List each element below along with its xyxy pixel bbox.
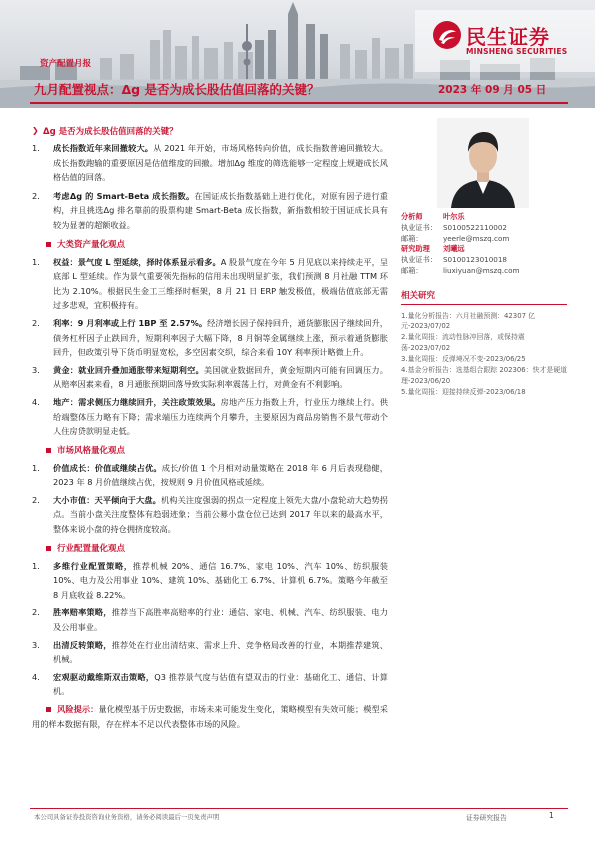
section-style-heading: 市场风格量化观点: [32, 444, 388, 457]
square-bullet-icon: [46, 242, 51, 247]
analyst-role: 分析师: [401, 212, 423, 221]
style-item: 1. 价值成长：价值或继续占优。成长/价值 1 个月相对动量策略在 2018 年 6 月后表现稳健，2023 年 8 月价值继续占优，按规则 9 月价值风格或延续。: [32, 462, 388, 488]
analyst-info: 分析师 叶尔乐 执业证书： S0100522110002 邮箱： yeerle@mszq.com 研究助理 刘曦远 执业证书： S0100123010018 邮箱： liuxiyuan@mszq.com: [401, 212, 520, 275]
industry-item: 1. 多维行业配置策略，推荐机械 20%、通信 16.7%、家电 10%、汽车 10%、纺织服装 10%、电力及公用事业 10%、建筑 10%、基础化工 6.7%、计算机 6.7%。策略今年截至 8 月底收益 8.22%。: [32, 560, 388, 600]
report-title: 九月配置视点：Δg 是否为成长股估值回落的关键？: [34, 82, 320, 97]
related-research-link[interactable]: 2.量化周报：流动性脉冲回落，或保持震荡-2023/07/02: [401, 333, 525, 353]
sidebar: [401, 118, 567, 398]
macro-item: 4. 地产：需求侧压力继续回升，关注政策效果。房地产压力指数上升，行业压力继续上行。供给端整体压力略有下降；需求端压力连续两个月攀升，主要原因为商品房销售不景气带动个人住房贷款明显走低。: [32, 396, 388, 437]
summary-item: 1. 成长指数近年来回撤较大。从 2021 年开始，市场风格转向价值，成长指数普遍回撤较大。成长指数跑输的重要原因是估值维度的回撤。增加Δg 维度的筛选能够一定程度上规避成长风格估值的回落。: [32, 143, 388, 183]
analyst-photo: [437, 118, 529, 208]
section-industry-heading: 行业配置量化观点: [32, 542, 388, 555]
analyst-cert: S0100522110002: [443, 222, 508, 232]
related-research-list: [401, 311, 567, 398]
related-research-link[interactable]: 4.基金分析报告：选基组合跟踪 202306：快才是硬道理-2023/06/20: [401, 366, 567, 385]
macro-item: 1. 权益：景气度 L 型延续，择时体系显示看多。A 股景气度在今年 5 月见底以来持续走平，呈底部 L 型延续。作为景气重要领先指标的信用未出现明显扩张，我们预测 8 月社融 TTM 环比为 2.10%。根据民生金工三维择时框架，8 月 21 日 ERP 触发极值，极端估值底部无需过多悲观，宜积极持有。: [32, 256, 389, 311]
square-bullet-icon: [46, 448, 51, 453]
logo-mark-icon: [432, 20, 462, 50]
main-content: [32, 124, 388, 731]
assistant-name: 刘曦远: [443, 244, 465, 254]
company-logo: [432, 20, 582, 64]
footer-divider: [30, 808, 568, 809]
analyst-email[interactable]: yeerle@mszq.com: [443, 233, 510, 243]
macro-item: 3. 黄金：就业回升叠加通胀带来短期利空。美国就业数据回升，黄金短期内可能有回调压力。从赔率因素来看，8 月通胀预期回落导致实际利率震荡上行，对黄金有不利影响。: [32, 364, 388, 390]
related-research-heading: 相关研究: [401, 289, 567, 305]
header-banner: [0, 0, 595, 108]
style-item: 2. 大小市值：天平倾向于大盘。机构关注度强弱的拐点一定程度上领先大盘/小盘轮动大趋势拐点。当前小盘关注度整体有趋弱迹象；当前公募小盘仓位已达到 2017 年以来的最高水平，整体来说小盘的持仓拥挤度较高。: [32, 494, 388, 535]
square-bullet-icon: [46, 546, 51, 551]
footer-doc-type: 证券研究报告: [466, 814, 507, 822]
related-research-link[interactable]: 3.量化周报：反弹境况不变-2023/06/25: [401, 355, 526, 364]
section-summary-heading: ❯ Δg 是否为成长股估值回落的关键？: [32, 126, 178, 137]
assistant-role: 研究助理: [401, 244, 430, 254]
section-macro-heading: 大类资产量化观点: [32, 238, 388, 251]
logo-text-en: MINSHENG SECURITIES: [466, 47, 568, 56]
assistant-cert: S0100123010018: [443, 255, 508, 265]
report-type: 资产配置月报: [40, 59, 92, 69]
report-date: 2023 年 09 月 05 日: [438, 84, 547, 96]
chevron-right-icon: ❯: [32, 126, 39, 135]
page-number: 1: [549, 811, 554, 820]
industry-item: 4. 宏观驱动戴维斯双击策略，Q3 推荐景气度与估值有望双击的行业：基础化工、通信、计算机。: [32, 671, 388, 697]
related-research-link[interactable]: 5.量化周报：迎接持续反弹-2023/06/18: [401, 387, 526, 396]
analyst-name: 叶尔乐: [443, 212, 465, 221]
assistant-email[interactable]: liuxiyuan@mszq.com: [443, 265, 520, 275]
analyst-portrait-image: [437, 118, 529, 208]
header-divider: [30, 102, 568, 104]
industry-item: 3. 出清反转策略，推荐处在行业出清结束、需求上升、竞争格局改善的行业，本期推荐建筑、机械。: [32, 639, 388, 665]
footer-disclaimer: 本公司具备证券投资咨询业务资格，请务必阅读最后一页免责声明: [34, 813, 220, 821]
related-research-link[interactable]: 1.量化分析报告：六月社融预测：42307 亿元-2023/07/02: [401, 311, 536, 331]
summary-item: 2. 考虑Δg 的 Smart-Beta 成长指数。在国证成长指数基础上进行优化，对原有因子进行重构，并且挑选Δg 排名靠前的股票构建 Smart-Beta 成长指数，新指数相较于国证成长具有较为显著的超额收益。: [32, 190, 388, 230]
square-bullet-icon: [46, 707, 51, 712]
industry-item: 2. 胜率赔率策略，推荐当下高胜率高赔率的行业：通信、家电、机械、汽车、纺织服装、电力及公用事业。: [32, 607, 388, 633]
macro-item: 2. 利率：9 月利率或上行 1BP 至 2.57%。经济增长因子保持回升，通货膨胀因子继续回升，债务杠杆因子止跌回升，短期利率因子大幅下降，8 月铜等金属继续上涨，预示着通货膨胀回升，但政策引导下货币明显宽松，多空因素交织，综合来看 10Y 利率预计略微上升。: [32, 317, 388, 358]
risk-warning: 风险提示：量化模型基于历史数据，市场未来可能发生变化，策略模型有失效可能；模型采用的样本数据有限，存在样本不足以代表整体市场的风险。: [32, 704, 388, 729]
logo-text-cn: 民生证券: [466, 25, 550, 49]
